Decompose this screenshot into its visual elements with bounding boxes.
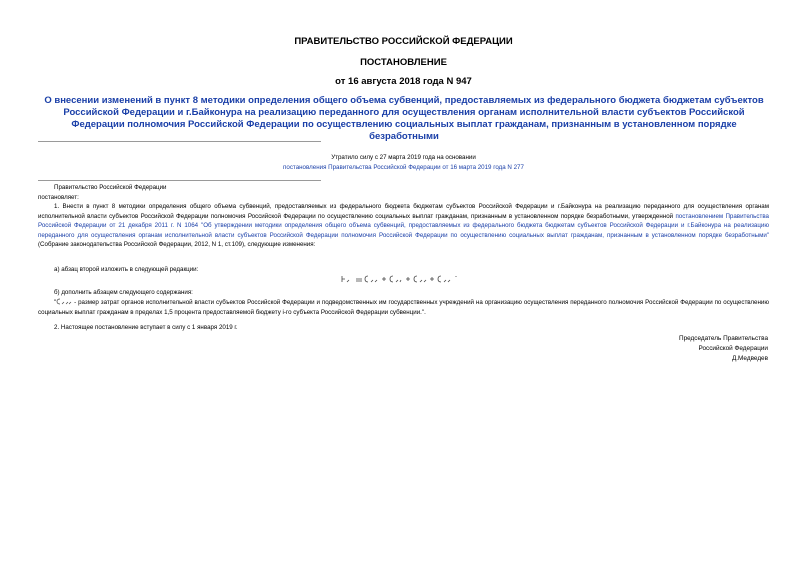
item-1-tail: (Собрание законодательства Российской Федерации, 2012, N 1, ст.109), следующие изменения: bbox=[38, 241, 316, 249]
intro-government: Правительство Российской Федерации bbox=[54, 184, 167, 191]
symbol-image bbox=[56, 298, 72, 305]
item-b-definition-text: - размер затрат органов исполнительной власти субъектов Российской Федерации и подведомственных им государственных учреждений на организацию осуществления переданного полномочия Российской Федерации по осуществлению социальных выплат гражданам в пределах 1,5 процента предоставляемой бюджету i-го субъекта Российской Федерации субвенции.". bbox=[38, 299, 769, 316]
document-type: ПОСТАНОВЛЕНИЕ bbox=[360, 57, 447, 68]
item-2: 2. Настоящее постановление вступает в силу с 1 января 2019 г. bbox=[54, 324, 238, 331]
signature-name: Д.Медведев bbox=[731, 355, 768, 362]
signature-position-2: Российской Федерации bbox=[698, 345, 768, 352]
status-note bbox=[200, 153, 607, 173]
quote-mark: " bbox=[54, 299, 57, 306]
government-heading: ПРАВИТЕЛЬСТВО РОССИЙСКОЙ ФЕДЕРАЦИИ bbox=[294, 36, 513, 47]
item-b-definition bbox=[38, 298, 769, 317]
intro-decree: постановляет: bbox=[38, 194, 79, 201]
status-link[interactable]: постановления Правительства Российской Федерации от 16 марта 2019 года N 277 bbox=[283, 164, 524, 171]
divider-bottom bbox=[38, 180, 321, 181]
item-a: а) абзац второй изложить в следующей редакции: bbox=[54, 266, 199, 273]
status-line: Утратило силу с 27 марта 2019 года на основании bbox=[331, 154, 476, 161]
document-title: О внесении изменений в пункт 8 методики определения общего объема субвенций, предоставляемых из федерального бюджета бюджетам субъектов Российской Федерации и г.Байконура на реализацию переданного для осуществления органам исполнительной власти субъектов Российской Федерации полномочия Российской Федерации по осуществлению социальных выплат гражданам, признанным в установленном порядке безработными bbox=[44, 95, 764, 142]
signature-position-1: Председатель Правительства bbox=[679, 335, 768, 342]
item-1-text: 1. Внести в пункт 8 методики определения общего объема субвенций, предоставляемых из федерального бюджета бюджетам субъектов Российской Федерации и г.Байконура на реализацию переданного для осуществления органам исполнительной власти субъектов Российской Федерации полномочия Российской Федерации по осуществлению социальных выплат гражданам, признанным в установленном порядке безработными, утвержденной bbox=[38, 203, 769, 220]
item-b: б) дополнить абзацем следующего содержания: bbox=[54, 289, 193, 296]
decree-1064-link[interactable]: постановлением Правительства Российской Федерации от 21 декабря 2011 г. N 1064 "Об утверждении методики определения общего объема субвенций, предоставляемых из федерального бюджета бюджетам субъектов Российской Федерации и г.Байконура на реализацию переданного для осуществления органам исполнительной власти субъектов Российской Федерации полномочия Российской Федерации по осуществлению социальных выплат гражданам, признанным в установленном порядке безработными" bbox=[38, 212, 769, 239]
divider-top bbox=[38, 141, 321, 142]
formula-image bbox=[338, 273, 464, 285]
date-number: от 16 августа 2018 года N 947 bbox=[335, 76, 472, 87]
item-1 bbox=[38, 202, 769, 250]
